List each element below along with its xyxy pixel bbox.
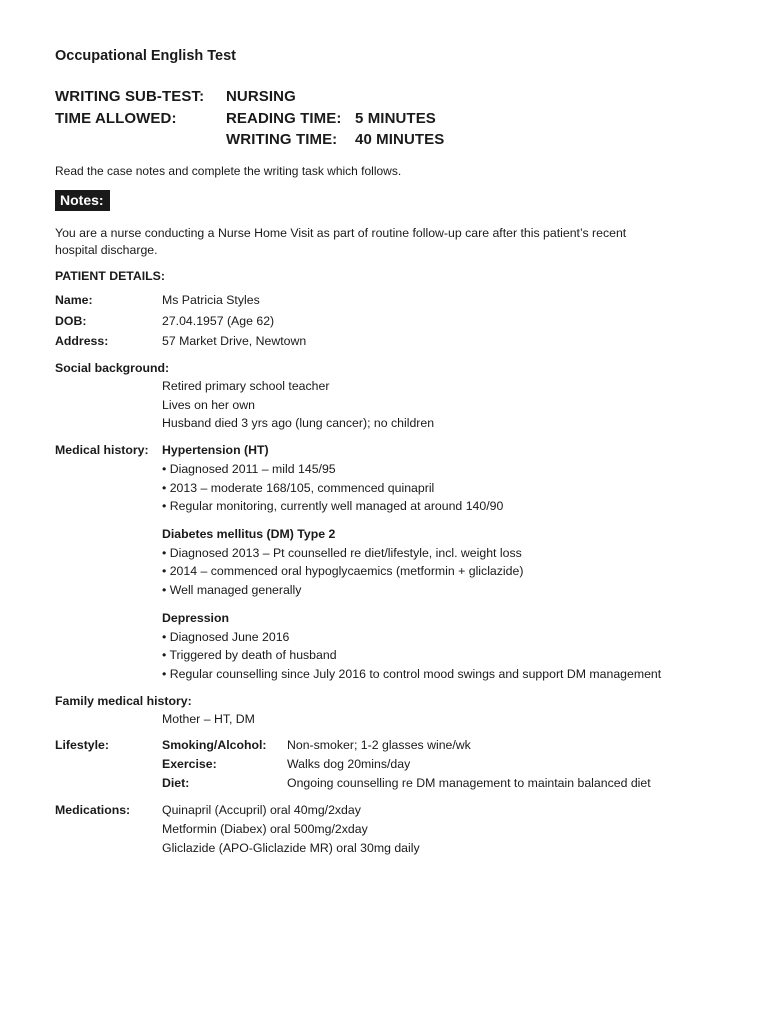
lifestyle-key: Diet: [162,776,190,790]
lifestyle-value: Ongoing counselling re DM management to maintain balanced diet [287,776,651,790]
sub-test-value: NURSING [226,88,296,105]
document-title: Occupational English Test [55,48,237,64]
social-background-heading: Social background: [55,361,170,375]
writing-time-value: 40 MINUTES [355,131,445,148]
lifestyle-key: Exercise: [162,757,217,771]
time-allowed-label: TIME ALLOWED: [55,110,177,127]
lifestyle-key: Smoking/Alcohol: [162,738,267,752]
dob-value: 27.04.1957 (Age 62) [162,314,275,328]
condition-title: Depression [162,611,229,625]
reading-time-label: READING TIME: [226,110,342,127]
reading-time-value: 5 MINUTES [355,110,436,127]
name-value: Ms Patricia Styles [162,293,260,307]
address-value: 57 Market Drive, Newtown [162,334,307,348]
address-label: Address: [55,334,109,348]
patient-details-heading: PATIENT DETAILS: [55,269,165,283]
condition-title: Hypertension (HT) [162,443,269,457]
medication-item: Quinapril (Accupril) oral 40mg/2xday [162,803,361,817]
lifestyle-value: Non-smoker; 1-2 glasses wine/wk [287,738,471,752]
condition-title: Diabetes mellitus (DM) Type 2 [162,527,336,541]
medications-label: Medications: [55,803,131,817]
family-history-value: Mother – HT, DM [162,712,255,726]
dob-label: DOB: [55,314,87,328]
scenario-line-1: You are a nurse conducting a Nurse Home Visit as part of routine follow-up care after this patient’s recent [55,226,627,240]
lifestyle-label: Lifestyle: [55,738,109,752]
medication-item: Gliclazide (APO-Gliclazide MR) oral 30mg daily [162,841,420,855]
instruction-text: Read the case notes and complete the writing task which follows. [55,164,402,178]
family-history-heading: Family medical history: [55,694,192,708]
medication-item: Metformin (Diabex) oral 500mg/2xday [162,822,368,836]
medical-history-label: Medical history: [55,443,149,457]
writing-time-label: WRITING TIME: [226,131,338,148]
scenario-line-2: hospital discharge. [55,243,158,257]
notes-badge: Notes: [55,190,110,211]
lifestyle-value: Walks dog 20mins/day [287,757,411,771]
sub-test-label: WRITING SUB-TEST: [55,88,205,105]
name-label: Name: [55,293,93,307]
